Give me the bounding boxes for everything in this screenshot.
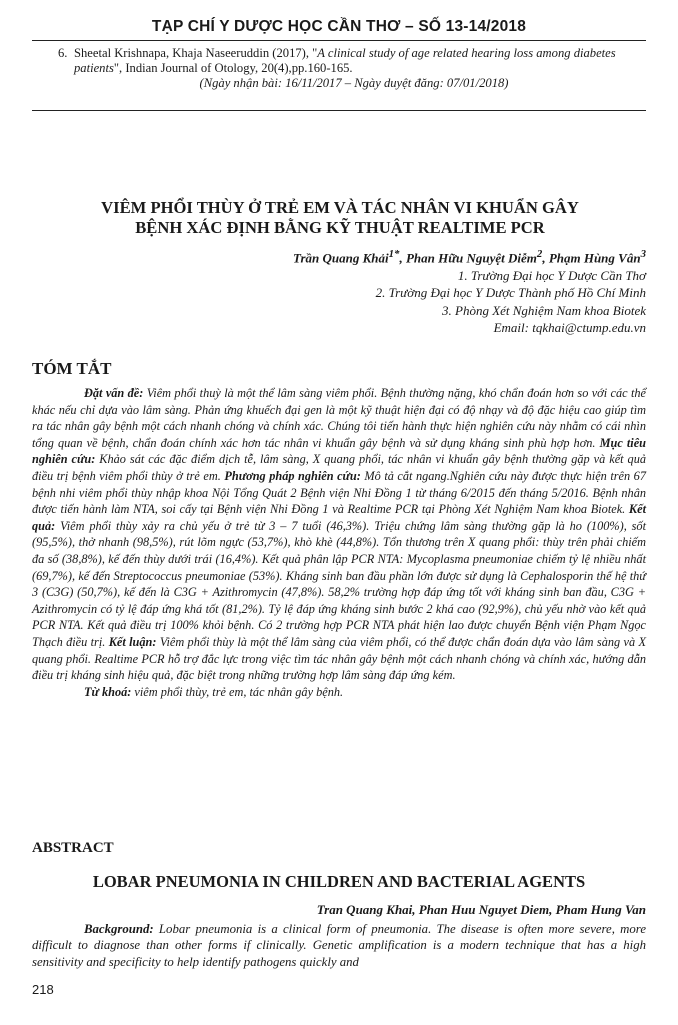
author-affil-mark: 3 bbox=[640, 248, 646, 260]
article-title-line: BỆNH XÁC ĐỊNH BẰNG KỸ THUẬT REALTIME PCR bbox=[135, 218, 545, 237]
reference-title: A clinical study of age related hearing loss among diabetes patients bbox=[74, 46, 616, 75]
label-dat-van-de: Đặt vấn đề: bbox=[84, 386, 144, 400]
keywords-paragraph bbox=[32, 684, 646, 701]
section-rule bbox=[32, 110, 646, 111]
english-authors: Tran Quang Khai, Phan Huu Nguyet Diem, Pham Hung Van bbox=[316, 902, 646, 917]
text-ket-qua: Viêm phổi thùy xảy ra chủ yếu ở trẻ từ 3 – 7 tuổi (46,3%). Triệu chứng lâm sàng thường gặp là ho (100%), sốt (95,5%), thở nhanh (98,5%), rút lõm ngực (53,7%), khò khè (44,8%). Tổn thương trên X quang phổi: thùy trên phải chiếm đa số (38,8%), kế đến thùy dưới trái (16,4%). Kết quả phân lập PCR NTA: Mycoplasma pneumoniae chiếm tỷ lệ nhiều nhất (69,7%), kế đến Streptococcus pneumoniae (53%). Kháng sinh ban đầu phần lớn được sử dụng là Cephalosporin thế hệ thứ 3 (C3G) (50,7%), kế đến là C3G + Azithromycin (47,8%). 58,2% trường hợp đáp ứng tốt với kháng sinh ban đầu, C3G + Azithromycin có tỷ lệ đáp ứng khá tốt (81,2%). Tỷ lệ đáp ứng kháng sinh bước 2 khá cao (92,9%), chủ yếu nhờ vào kết quả PCR NTA. Kết quả điều trị 100% khỏi bệnh. Có 2 trường hợp PCR NTA phát hiện lao được chuyển Bệnh viện Phạm Ngọc Thạch điều trị. bbox=[32, 518, 646, 649]
abstract-vietnamese bbox=[32, 385, 646, 700]
author-block bbox=[293, 246, 646, 337]
author-name: Trần Quang Khải bbox=[293, 250, 389, 266]
label-muc-tieu: Mục tiêu nghiên cứu: bbox=[32, 435, 647, 467]
journal-header: TẠP CHÍ Y DƯỢC HỌC CẦN THƠ – SỐ 13-14/2018 bbox=[151, 18, 527, 35]
article-title bbox=[60, 198, 620, 238]
label-ket-luan: Kết luận: bbox=[108, 634, 157, 649]
english-abstract-paragraph bbox=[32, 921, 646, 970]
author-names: Trần Quang Khải$^{1*}$, Phan Hữu Nguyệt Diễm$^2$, Phạm Hùng Vân$^3$ bbox=[293, 248, 646, 266]
page-number: 218 bbox=[32, 982, 54, 997]
section-heading-tomtat: TÓM TẮT bbox=[32, 359, 112, 378]
label-tu-khoa: Từ khoá: bbox=[84, 684, 132, 699]
text-muc-tieu: Khảo sát các đặc điểm dịch tễ, lâm sàng, X quang phổi, tác nhân vi khuẩn gây bệnh thường gặp và kết quả điều trị bệnh viêm phổi thùy ở trẻ em. bbox=[32, 452, 646, 483]
reference-source: ", Indian Journal of Otology, 20(4),pp.160-165. bbox=[113, 61, 353, 75]
text-ket-luan: Viêm phổi thùy là một thể lâm sàng của viêm phổi, có thể được chẩn đoán dựa vào lâm sàng và X quang phổi. Realtime PCR hỗ trợ đắc lực trong việc tìm tác nhân gây bệnh một cách nhanh chóng và chính xác, hướng dẫn điều trị kháng sinh hiệu quả, đặc biệt trong những trường hợp lâm sàng đáp ứng kém. bbox=[32, 634, 646, 683]
received-dates: (Ngày nhận bài: 16/11/2017 – Ngày duyệt đăng: 07/01/2018) bbox=[199, 76, 509, 90]
reference-entry bbox=[58, 46, 650, 91]
article-title-line: VIÊM PHỔI THÙY Ở TRẺ EM VÀ TÁC NHÂN VI KHUẨN GÂY bbox=[101, 198, 579, 217]
abstract-paragraph bbox=[32, 385, 646, 684]
text-background: Lobar pneumonia is a clinical form of pneumonia. The disease is often more severe, more difficult to diagnose than other forms if clinically. Genetic amplification is a modern technique that has a high sensitivity and specificity to help identify pathogens quickly and bbox=[32, 922, 646, 969]
header-rule bbox=[32, 40, 646, 41]
affiliation: 2. Trường Đại học Y Dược Thành phố Hồ Chí Minh bbox=[375, 285, 646, 301]
label-background: Background: bbox=[84, 922, 154, 936]
reference-authors: Sheetal Krishnapa, Khaja Naseeruddin (2017), " bbox=[74, 46, 318, 60]
section-heading-abstract: ABSTRACT bbox=[32, 840, 114, 856]
email-link[interactable]: Email: tqkhai@ctump.edu.vn bbox=[493, 320, 646, 336]
reference-number: 6. bbox=[58, 46, 68, 60]
author-affil-mark: 1* bbox=[388, 248, 400, 260]
author-name: Phạm Hùng Vân bbox=[548, 250, 641, 266]
label-ket-qua: Kết quả: bbox=[32, 502, 646, 533]
author-name: Phan Hữu Nguyệt Diễm bbox=[405, 250, 537, 266]
english-title: LOBAR PNEUMONIA IN CHILDREN AND BACTERIAL AGENTS bbox=[92, 872, 586, 891]
text-tu-khoa: viêm phổi thùy, trẻ em, tác nhân gây bệnh. bbox=[131, 684, 344, 699]
affiliation: 3. Phòng Xét Nghiệm Nam khoa Biotek bbox=[442, 302, 646, 318]
label-phuong-phap: Phương pháp nghiên cứu: bbox=[224, 468, 361, 483]
text-phuong-phap: Mô tả cắt ngang.Nghiên cứu này được thực hiện trên 67 bệnh nhi viêm phổi thùy nhập khoa Nội Tổng Quát 2 Bệnh viện Nhi Đồng 1 từ tháng 6/2015 đến tháng 5/2016. Bệnh nhân được tiến hành làm NTA, soi cấy tại Bệnh viện Nhi Đồng 1 và Realtime PCR tại Phòng Xét Nghiệm Nam khoa Biotek. bbox=[32, 468, 646, 517]
author-affil-mark: 2 bbox=[536, 248, 543, 260]
affiliation: 1. Trường Đại học Y Dược Cần Thơ bbox=[457, 267, 646, 283]
text-dat-van-de: Viêm phổi thuỳ là một thể lâm sàng viêm phổi. Bệnh thường nặng, khó chẩn đoán hơn so với các thể khác nếu chỉ dựa vào lâm sàng. Phản ứng khuếch đại gen là một kỹ thuật hiện đại có độ nhạy và độ đặc hiệu cao giúp tìm ra tác nhân gây bệnh một cách nhanh chóng và chính xác. Chúng tôi tiến hành thực hiện nghiên cứu này nhằm có cái nhìn tổng quan về bệnh, chẩn đoán chính xác hơn tác nhân vi khuẩn gây bệnh và sử dụng kháng sinh phù hợp hơn. bbox=[32, 386, 646, 450]
